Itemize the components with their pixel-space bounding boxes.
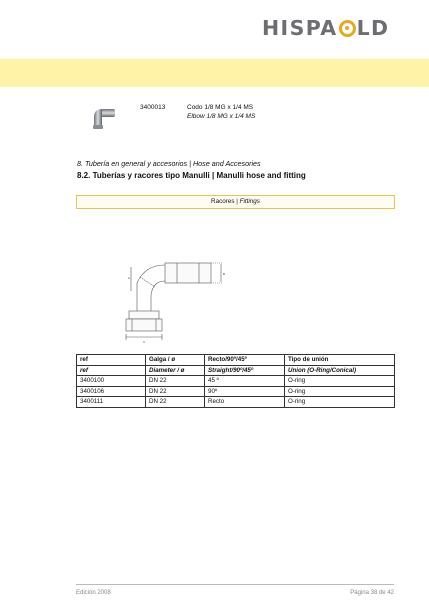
fittings-table [76,354,395,408]
dim-a-label: A [128,276,131,280]
cell-gauge: DN 22 [146,386,205,397]
table-row [77,376,395,387]
th-angle: Recto/90º/45º [205,355,285,366]
logo-ring-icon [339,20,356,37]
fittings-label-es: Racores [211,198,235,205]
fittings-label-box: Racores | Fittings [76,195,395,209]
footer-divider [76,584,394,585]
cell-union: O-ring [285,376,395,387]
cell-gauge: DN 22 [146,397,205,408]
th-diameter-en: Diameter / ø [146,365,205,376]
header-band [0,59,429,87]
footer-page-number: Página 38 de 42 [350,590,394,596]
footer-edition: Edición 2008 [76,590,111,596]
table-row [77,397,395,408]
cell-angle: 90º [205,386,285,397]
cell-ref: 3400106 [77,386,146,397]
subsection-title: 8.2. Tuberías y racores tipo Manulli | Manulli hose and fitting [77,171,306,180]
cell-union: O-ring [285,386,395,397]
fitting-technical-drawing [115,255,235,345]
hispacold-logo [262,18,389,39]
logo-text-suffix: LD [356,16,390,40]
cell-ref: 3400111 [77,397,146,408]
product-name-en: Elbow 1/8 MG x 1/4 MS [187,113,256,120]
th-gauge: Galga / ø [146,355,205,366]
th-angle-en: Straight/90º/45º [205,365,285,376]
table-row [77,386,395,397]
dim-c-label: C [143,340,146,344]
th-union-en: Union (O-Ring/Conical) [285,365,395,376]
logo-text-prefix: HISPA [262,16,338,40]
th-ref: ref [77,355,146,366]
cell-angle: 45 º [205,376,285,387]
cell-union: O-ring [285,397,395,408]
product-ref: 3400013 [140,104,166,111]
product-name-es: Codo 1/8 MG x 1/4 MS [187,104,254,111]
fittings-label-en: Fittings [239,198,260,205]
table-header-en [77,365,395,376]
section-heading: 8. Tubería en general y accesorios | Hose and Accesories [77,159,261,168]
cell-ref: 3400100 [77,376,146,387]
table-header-es [77,355,395,366]
elbow-fitting-icon [90,106,116,130]
th-ref-en: ref [77,365,146,376]
dim-b-label: B [223,272,226,276]
th-union: Tipo de unión [285,355,395,366]
cell-gauge: DN 22 [146,376,205,387]
cell-angle: Recto [205,397,285,408]
